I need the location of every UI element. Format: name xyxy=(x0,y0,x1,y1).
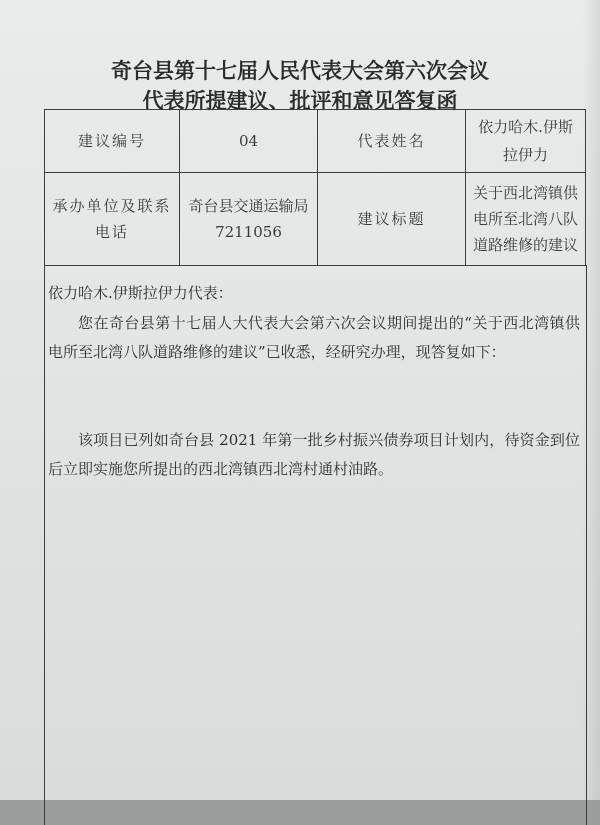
suggestion-number-label: 建议编号 xyxy=(45,110,180,173)
letter-salutation: 依力哈木.伊斯拉伊力代表： xyxy=(48,284,233,302)
representative-name-label: 代表姓名 xyxy=(318,110,466,173)
table-row-unit-title xyxy=(45,173,586,266)
letter-paragraph-2: 该项目已列如奇台县 2021 年第一批乡村振兴债券项目计划内，待资金到位后立即实施您所提出的西北湾镇西北湾村通村油路。 xyxy=(48,431,580,478)
representative-name-value: 依力哈木.伊斯拉伊力 xyxy=(466,110,586,173)
suggestion-info-table xyxy=(44,109,586,266)
letter-paragraph-1: 您在奇台县第十七届人大代表大会第六次会议期间提出的“关于西北湾镇供电所至北湾八队道路维修的建议”已收悉，经研究办理，现答复如下： xyxy=(48,314,580,361)
handling-unit-value: 奇台县交通运输局 7211056 xyxy=(180,173,318,266)
table-row-number-name xyxy=(45,110,586,173)
suggestion-title-value: 关于西北湾镇供电所至北湾八队道路维修的建议 xyxy=(466,173,586,266)
suggestion-number-value: 04 xyxy=(180,110,318,173)
document-title-line-1: 奇台县第十七届人民代表大会第六次会议 xyxy=(111,59,489,83)
handling-unit-label: 承办单位及联系电话 xyxy=(45,173,180,266)
suggestion-title-label: 建议标题 xyxy=(318,173,466,266)
document-title-line-2: 代表所提建议、批评和意见答复函 xyxy=(142,89,458,113)
